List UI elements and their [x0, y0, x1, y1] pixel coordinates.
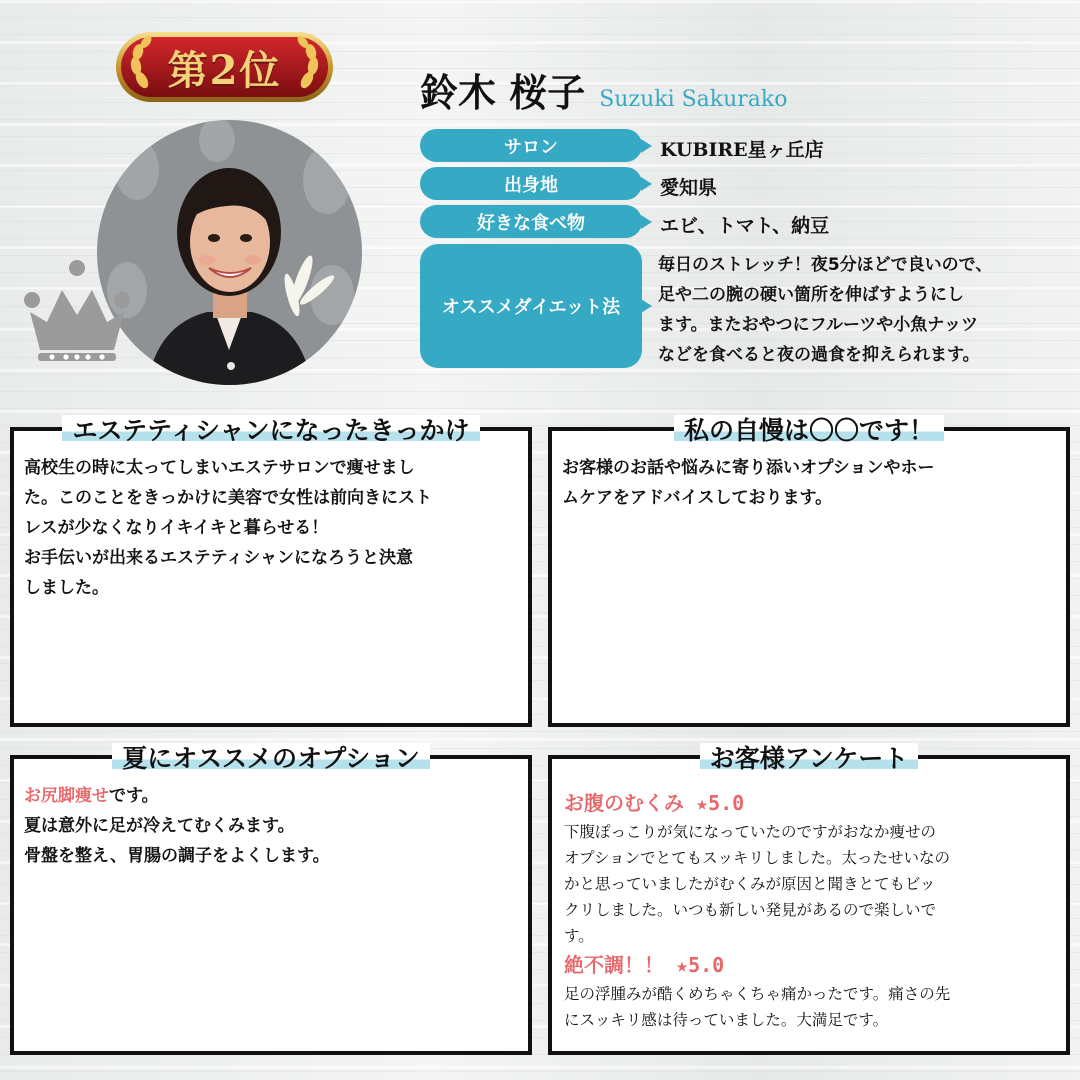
summer-highlight-suffix: です。	[109, 786, 159, 806]
review-line: 下腹ぽっこりが気になっていたのですがおなか痩せの	[564, 823, 937, 841]
reason-line: しました。	[24, 578, 109, 598]
summer-line: 骨盤を整え、胃腸の調子をよくします。	[24, 846, 330, 866]
name-en: Suzuki Sakurako	[599, 87, 788, 112]
summer-option-box	[10, 744, 532, 1055]
summer-highlight: お尻脚痩せ	[24, 786, 109, 806]
name-row	[420, 62, 788, 117]
reason-body	[24, 453, 520, 603]
survey-body	[564, 787, 1058, 1033]
diet-line: 毎日のストレッチ！夜5分ほどで良いので、	[658, 255, 993, 275]
summer-title: 夏にオススメのオプション	[112, 743, 430, 775]
reason-line: 高校生の時に太ってしまいエステサロンで痩せまし	[24, 458, 415, 478]
diet-method-text	[658, 250, 1070, 370]
review-rating: 5.0	[688, 953, 725, 977]
review-line: 足の浮腫みが酷くめちゃくちゃ痛かったです。痛さの先	[564, 985, 951, 1003]
review-text	[564, 819, 1058, 949]
label-hometown: 出身地	[420, 167, 642, 200]
diet-line: ます。またおやつにフルーツや小魚ナッツ	[658, 315, 978, 335]
review-line: す。	[564, 927, 594, 945]
value-favorite-food: エビ、トマト、納豆	[660, 215, 830, 237]
name-jp: 鈴木 桜子	[420, 71, 586, 115]
crown-icon	[22, 260, 132, 370]
label-diet-method: オススメダイエット法	[420, 244, 642, 368]
review-heading	[564, 787, 1058, 819]
reason-line: お手伝いが出来るエステティシャンになろうと決意	[24, 548, 413, 568]
pride-title: 私の自慢は〇〇です！	[674, 415, 944, 447]
survey-title: お客様アンケート	[700, 743, 919, 775]
review-line: にスッキリ感は待っていました。大満足です。	[564, 1011, 889, 1029]
review-line: オプションでとてもスッキリしました。太ったせいなの	[564, 849, 950, 867]
diet-line: などを食べると夜の過食を抑えられます。	[658, 345, 980, 365]
survey-box	[548, 744, 1070, 1055]
reason-title: エステティシャンになったきっかけ	[62, 415, 479, 447]
value-salon: KUBIRE星ヶ丘店	[660, 139, 824, 161]
review-text	[564, 981, 1058, 1033]
star-icon: ★	[696, 791, 709, 815]
review-heading	[564, 949, 1058, 981]
value-hometown: 愛知県	[660, 177, 718, 199]
label-salon: サロン	[420, 129, 642, 162]
star-icon: ★	[676, 953, 689, 977]
review-line: クリしました。いつも新しい発見があるので楽しいで	[564, 901, 937, 919]
profile-photo	[97, 120, 362, 385]
pride-box	[548, 416, 1070, 727]
review-rating: 5.0	[708, 791, 745, 815]
summer-first-line	[24, 781, 520, 811]
pride-line: ムケアをアドバイスしております。	[562, 488, 833, 508]
reason-line: レスが少なくなりイキイキと暮らせる！	[24, 518, 329, 538]
reason-line: た。このことをきっかけに美容で女性は前向きにスト	[24, 488, 432, 508]
pride-line: お客様のお話や悩みに寄り添いオプションやホー	[562, 458, 935, 478]
summer-body	[24, 781, 520, 871]
pride-body	[562, 453, 1058, 513]
rank-badge	[112, 28, 337, 106]
review-title: お腹のむくみ	[564, 791, 684, 815]
reason-box	[10, 416, 532, 727]
diet-line: 足や二の腕の硬い箇所を伸ばすようにし	[658, 285, 964, 305]
review-title: 絶不調！！	[564, 953, 664, 977]
summer-line: 夏は意外に足が冷えてむくみます。	[24, 816, 295, 836]
label-favorite-food: 好きな食べ物	[420, 205, 642, 238]
rank-label: 第2位	[167, 46, 282, 94]
review-line: かと思っていましたがむくみが原因と聞きとてもビッ	[564, 875, 936, 893]
